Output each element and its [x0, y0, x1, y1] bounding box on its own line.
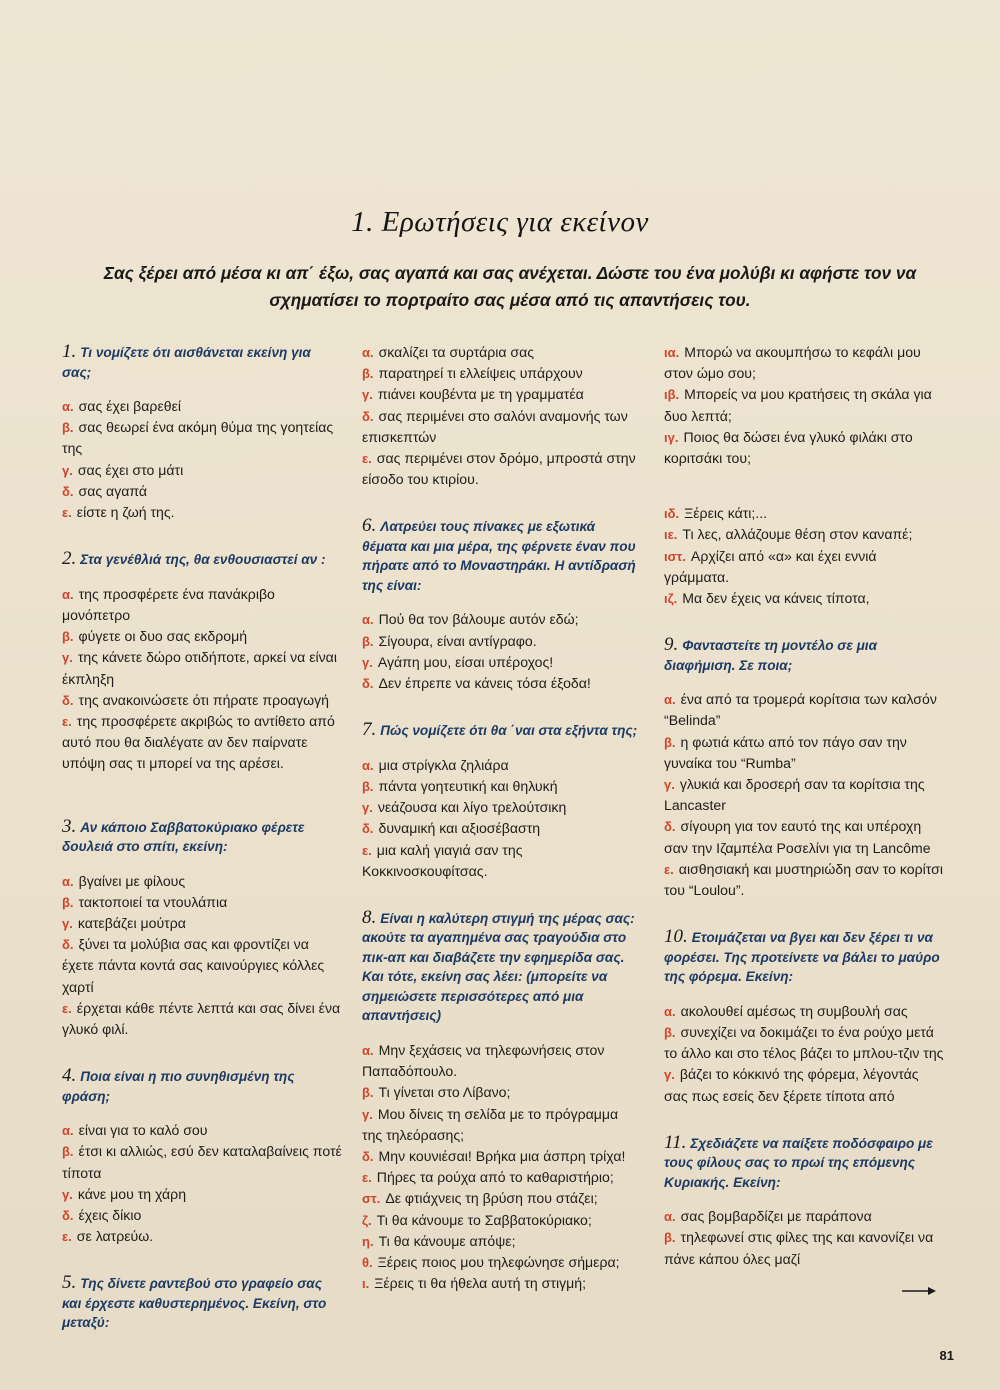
question-prompt: Ετοιμάζεται να βγει και δεν ξέρει τι να φορέσει. Της προτείνετε να βάλει το μαύρο της φόρεμα. Εκείνη:: [664, 930, 940, 985]
question-prompt: Στα γενέθλιά της, θα ενθουσιαστεί αν :: [80, 552, 326, 568]
answer-option: [62, 690, 342, 711]
page-number: 81: [939, 1348, 954, 1363]
option-text: Ξέρεις ποιος μου τηλεφώνησε σήμερα;: [377, 1253, 620, 1270]
option-text: Ποιος θα δώσει ένα γλυκό φιλάκι στο κοριτσάκι του;: [664, 428, 913, 467]
answer-option: [362, 1252, 642, 1273]
question-prompt: Λατρεύει τους πίνακες με εξωτικά θέματα και μια μέρα, της φέρνετε έναν που πήρατε από το Μοναστηράκι. Η αντίδρασή της είναι:: [362, 519, 636, 593]
question-3: [62, 817, 342, 1041]
option-letter: α.: [62, 399, 74, 414]
option-letter: β.: [362, 633, 374, 649]
question-8-options-more: [664, 503, 944, 609]
answer-option: [62, 396, 342, 417]
answer-option: [362, 1104, 642, 1146]
option-letter: ε.: [362, 451, 372, 467]
answer-option: [62, 871, 342, 892]
answer-option: [362, 673, 642, 694]
option-text: Πήρες τα ρούχα από το καθαριστήριο;: [376, 1169, 614, 1186]
question-prompt: Πώς νομίζετε ότι θα ΄ναι στα εξήντα της;: [380, 723, 638, 739]
option-text: παρατηρεί τι ελλείψεις υπάρχουν: [378, 365, 583, 382]
option-letter: ιε.: [664, 527, 678, 543]
question-10: [664, 927, 944, 1107]
option-letter: δ.: [362, 821, 374, 837]
answer-option: [362, 755, 642, 776]
option-letter: ε.: [664, 861, 674, 877]
option-letter: γ.: [62, 1186, 73, 1202]
option-letter: γ.: [62, 650, 73, 666]
answer-option: [664, 503, 944, 524]
column-3: [664, 342, 944, 1270]
option-letter: α.: [664, 1003, 676, 1019]
option-text: είστε η ζωή της.: [76, 504, 175, 521]
answer-option: [664, 1022, 944, 1064]
option-text: Αγάπη μου, είσαι υπέροχος!: [377, 653, 554, 670]
question-text: [664, 1133, 944, 1193]
answer-option: [664, 524, 944, 545]
question-4: [62, 1066, 342, 1247]
answer-option: [62, 417, 342, 459]
option-text: μια καλή γιαγιά σαν της Κοκκινοσκουφίτσας.: [362, 841, 523, 879]
option-text: Δεν έπρεπε να κάνεις τόσα έξοδα!: [378, 675, 591, 692]
option-letter: γ.: [362, 387, 373, 403]
answer-option: [362, 1273, 642, 1294]
option-text: Δε φτιάχνεις τη βρύση που στάζει;: [385, 1190, 598, 1207]
option-letter: ιδ.: [664, 506, 680, 522]
option-text: σας βομβαρδίζει με παράπονα: [680, 1208, 872, 1225]
option-text: έτσι κι αλλιώς, εσύ δεν καταλαβαίνεις ποτέ τίποτα: [62, 1143, 342, 1181]
option-letter: β.: [362, 778, 374, 794]
option-text: σκαλίζει τα συρτάρια σας: [378, 344, 535, 360]
option-letter: η.: [362, 1233, 374, 1249]
answer-option: [664, 732, 944, 774]
question-number: 11.: [664, 1131, 687, 1153]
option-letter: ε.: [62, 505, 72, 521]
option-letter: δ.: [62, 937, 74, 953]
option-text: πιάνει κουβέντα με τη γραμματέα: [377, 386, 584, 403]
option-letter: ε.: [62, 1229, 72, 1245]
answer-option: [362, 797, 642, 818]
option-letter: α.: [362, 1042, 374, 1058]
question-11: [664, 1133, 944, 1270]
option-text: σε λατρεύω.: [76, 1228, 154, 1245]
answer-option: [664, 384, 944, 426]
question-text: [362, 516, 642, 595]
answer-option: [62, 892, 342, 913]
answer-option: [664, 1206, 944, 1227]
option-letter: β.: [362, 1085, 374, 1101]
option-text: κάνε μου τη χάρη: [77, 1185, 187, 1202]
option-letter: β.: [62, 420, 74, 436]
question-9: [664, 635, 944, 901]
answer-option: [362, 406, 642, 448]
question-prompt: Φανταστείτε τη μοντέλο σε μια διαφήμιση. Σε ποια;: [664, 638, 878, 673]
option-letter: α.: [362, 612, 374, 628]
option-letter: β.: [664, 1024, 676, 1040]
answer-option: [62, 647, 342, 689]
option-text: ένα από τα τρομερά κορίτσια των καλσόν “Belinda”: [664, 691, 937, 729]
answer-option: [362, 342, 642, 363]
answer-option: [62, 934, 342, 998]
option-text: σας έχει στο μάτι: [77, 461, 184, 478]
answer-option: [664, 546, 944, 588]
option-letter: ιστ.: [664, 548, 686, 564]
question-8-options-continued: [664, 342, 944, 469]
option-letter: δ.: [664, 819, 676, 835]
option-text: σας περιμένει στο σαλόνι αναμονής των επισκεπτών: [362, 407, 628, 445]
question-text: [62, 1273, 342, 1333]
option-text: Αρχίζει από «α» και έχει εννιά γράμματα.: [664, 547, 877, 585]
option-letter: ζ.: [362, 1212, 372, 1228]
question-prompt: Τι νομίζετε ότι αισθάνεται εκείνη για σας;: [62, 345, 311, 380]
answer-option: [62, 1184, 342, 1205]
option-text: Μην κουνιέσαι! Βρήκα μια άσπρη τρίχα!: [378, 1147, 626, 1164]
option-text: γλυκιά και δροσερή σαν τα κορίτσια της Lancaster: [664, 776, 925, 814]
question-number: 3.: [62, 815, 77, 837]
option-text: τηλεφωνεί στις φίλες της και κανονίζει να πάνε κάπου όλες μαζί: [664, 1229, 934, 1267]
question-number: 8.: [362, 906, 377, 928]
answer-option: [664, 774, 944, 816]
answer-option: [664, 342, 944, 384]
answer-option: [362, 609, 642, 630]
answer-option: [362, 776, 642, 797]
option-letter: ια.: [664, 345, 680, 360]
option-text: σας θεωρεί ένα ακόμη θύμα της γοητείας της: [62, 419, 334, 457]
question-number: 6.: [362, 515, 377, 537]
option-text: Μου δίνεις τη σελίδα με το πρόγραμμα της τηλεόρασης;: [362, 1105, 619, 1143]
page-title: 1. Ερωτήσεις για εκείνον: [351, 206, 649, 238]
answer-option: [664, 1001, 944, 1022]
option-letter: δ.: [362, 676, 374, 692]
question-7: [362, 720, 642, 882]
option-text: νεάζουσα και λίγο τρελούτσικη: [377, 799, 567, 816]
question-prompt: Αν κάποιο Σαββατοκύριακο φέρετε δουλειά στο σπίτι, εκείνη:: [62, 819, 305, 855]
answer-option: [362, 1146, 642, 1167]
answer-option: [62, 1141, 342, 1183]
option-letter: β.: [62, 629, 74, 645]
option-text: Τι θα κάνουμε απόψε;: [378, 1232, 516, 1249]
option-text: Μπορώ να ακουμπήσω το κεφάλι μου στον ώμο σου;: [664, 344, 921, 382]
option-letter: δ.: [362, 1148, 374, 1164]
option-text: κατεβάζει μούτρα: [77, 914, 186, 931]
option-letter: ιζ.: [664, 591, 678, 607]
option-letter: θ.: [362, 1254, 373, 1270]
option-text: είναι για το καλό σου: [78, 1122, 208, 1139]
option-text: της προσφέρετε ακριβώς το αντίθετο από αυτό που θα διαλέγατε αν δεν παίρνατε υπόψη σας τι μπορεί να της αρέσει.: [62, 712, 335, 772]
question-number: 1.: [62, 341, 77, 362]
option-letter: ε.: [62, 1000, 72, 1016]
option-letter: α.: [62, 1123, 74, 1139]
answer-option: [62, 1205, 342, 1226]
option-letter: γ.: [62, 915, 73, 931]
answer-option: [362, 384, 642, 405]
option-text: βάζει το κόκκινό της φόρεμα, λέγοντάς σας πως εσείς δεν ξέρετε τίποτα από: [664, 1066, 919, 1104]
option-letter: γ.: [664, 1067, 675, 1083]
option-text: η φωτιά κάτω από τον πάγο σαν την γυναίκα του “Rumba”: [664, 733, 907, 771]
answer-option: [664, 588, 944, 609]
option-text: μια στρίγκλα ζηλιάρα: [378, 756, 509, 773]
option-text: Πού θα τον βάλουμε αυτόν εδώ;: [378, 611, 579, 628]
option-letter: α.: [362, 345, 374, 360]
question-6: [362, 516, 642, 694]
option-text: πάντα γοητευτική και θηλυκή: [378, 777, 558, 794]
option-text: Μπορείς να μου κρατήσεις τη σκάλα για δυο λεπτά;: [664, 386, 932, 424]
option-text: ακολουθεί αμέσως τη συμβουλή σας: [680, 1002, 908, 1019]
arrow-right-icon: [902, 1286, 936, 1296]
answer-option: [362, 1231, 642, 1252]
answer-option: [362, 1210, 642, 1231]
answer-option: [664, 427, 944, 469]
option-text: βγαίνει με φίλους: [78, 872, 186, 889]
answer-option: [62, 502, 342, 523]
answer-option: [62, 460, 342, 481]
question-number: 5.: [62, 1272, 77, 1294]
column-2: [362, 342, 642, 1294]
question-prompt: Ποια είναι η πιο συνηθισμένη της φράση;: [62, 1069, 295, 1104]
option-letter: ιβ.: [664, 387, 680, 403]
option-letter: δ.: [62, 692, 74, 708]
option-letter: ιγ.: [664, 429, 679, 445]
option-letter: α.: [664, 1209, 676, 1225]
option-letter: ε.: [362, 842, 372, 858]
question-number: 4.: [62, 1065, 77, 1087]
option-letter: δ.: [62, 1207, 74, 1223]
question-text: [62, 817, 342, 857]
answer-option: [664, 689, 944, 731]
question-8: [362, 908, 642, 1294]
question-prompt: Είναι η καλύτερη στιγμή της μέρας σας: ακούτε τα αγαπημένα σας τραγούδια στο πικ-απ και διαβάζετε την εφημερίδα σας. Και τότε, εκείνη σας λέει: (μπορείτε να σημειώσετε περισσότερες από μια απαντήσεις): [362, 910, 635, 1024]
answer-option: [62, 913, 342, 934]
answer-option: [664, 1227, 944, 1269]
question-text: [62, 1066, 342, 1106]
answer-option: [362, 1082, 642, 1103]
option-letter: α.: [664, 692, 676, 708]
option-letter: β.: [62, 894, 74, 910]
question-number: 10.: [664, 926, 688, 948]
option-text: Μα δεν έχεις να κάνεις τίποτα,: [682, 590, 870, 607]
option-letter: δ.: [362, 408, 374, 424]
option-letter: β.: [62, 1144, 74, 1160]
option-letter: δ.: [62, 483, 74, 499]
answer-option: [62, 626, 342, 647]
answer-option: [62, 711, 342, 775]
option-letter: β.: [664, 1230, 676, 1246]
question-text: [664, 635, 944, 675]
answer-option: [362, 631, 642, 652]
question-number: 2.: [62, 548, 77, 570]
option-text: σας έχει βαρεθεί: [78, 398, 181, 414]
question-text: [362, 908, 642, 1026]
question-1: [62, 342, 342, 523]
question-2: [62, 549, 342, 774]
option-letter: γ.: [362, 1106, 373, 1122]
option-text: Μην ξεχάσεις να τηλεφωνήσεις στον Παπαδόπουλο.: [362, 1041, 605, 1080]
option-text: συνεχίζει να δοκιμάζει το ένα ρούχο μετά το άλλο και στο τέλος βάζει το μπλου-τζιν της: [664, 1023, 944, 1062]
question-text: [62, 342, 342, 382]
option-text: σας αγαπά: [78, 482, 148, 499]
option-text: Ξέρεις τι θα ήθελα αυτή τη στιγμή;: [374, 1275, 587, 1292]
option-letter: ε.: [362, 1170, 372, 1186]
answer-option: [62, 1226, 342, 1247]
option-text: Τι λες, αλλάζουμε θέση στον καναπέ;: [682, 526, 913, 543]
question-text: [62, 549, 342, 570]
option-text: έχεις δίκιο: [78, 1206, 142, 1223]
question-5: [62, 1273, 342, 1333]
answer-option: [362, 818, 642, 839]
question-number: 9.: [664, 634, 679, 656]
option-text: Σίγουρα, είναι αντίγραφο.: [378, 632, 537, 649]
column-1: [62, 342, 342, 1347]
question-text: [664, 927, 944, 987]
option-letter: στ.: [362, 1191, 381, 1207]
option-letter: ι.: [362, 1276, 370, 1292]
option-text: Τι θα κάνουμε το Σαββατοκύριακο;: [376, 1211, 592, 1228]
answer-option: [362, 652, 642, 673]
answer-option: [362, 1167, 642, 1188]
option-text: τακτοποιεί τα ντουλάπια: [78, 893, 228, 910]
option-text: Ξέρεις κάτι;...: [684, 505, 768, 522]
option-letter: β.: [664, 734, 676, 750]
option-letter: ε.: [62, 713, 72, 729]
option-letter: γ.: [62, 462, 73, 478]
option-letter: γ.: [664, 777, 675, 793]
answer-option: [664, 1064, 944, 1106]
answer-option: [362, 1040, 642, 1082]
question-number: 7.: [362, 719, 377, 741]
option-text: της ανακοινώσετε ότι πήρατε προαγωγή: [78, 691, 330, 708]
option-text: σίγουρη για τον εαυτό της και υπέροχη σαν την Ιζαμπέλα Ροσελίνι για τη Lancôme: [664, 818, 931, 856]
option-letter: β.: [362, 366, 374, 382]
intro-text: Σας ξέρει από μέσα κι απ΄ έξω, σας αγαπά και σας ανέχεται. Δώστε του ένα μολύβι κι αφήστε τον να σχηματίσει το πορτραίτο σας μέσα από τις απαντήσεις του.: [103, 263, 917, 310]
answer-option: [62, 584, 342, 626]
option-letter: α.: [362, 757, 374, 773]
question-prompt: Σχεδιάζετε να παίξετε ποδόσφαιρο με τους φίλους σας το πρωί της επόμενης Κυριακής. Εκείνη:: [664, 1135, 933, 1190]
option-text: φύγετε οι δυο σας εκδρομή: [78, 628, 248, 645]
option-text: σας περιμένει στον δρόμο, μπροστά στην είσοδο του κτιρίου.: [362, 450, 636, 488]
option-text: της κάνετε δώρο οτιδήποτε, αρκεί να είναι έκπληξη: [62, 649, 337, 687]
question-text: [362, 720, 642, 741]
answer-option: [362, 363, 642, 384]
answer-option: [362, 840, 642, 882]
answer-option: [362, 448, 642, 490]
option-text: της προσφέρετε ένα πανάκριβο μονόπετρο: [62, 585, 275, 623]
option-letter: α.: [62, 873, 74, 889]
answer-option: [664, 859, 944, 901]
option-text: Τι γίνεται στο Λίβανο;: [378, 1084, 511, 1101]
answer-option: [62, 481, 342, 502]
option-text: αισθησιακή και μυστηριώδη σαν το κορίτσι του “Loulou”.: [664, 860, 943, 899]
option-text: δυναμική και αξιοσέβαστη: [378, 820, 541, 837]
option-letter: γ.: [362, 654, 373, 670]
option-letter: α.: [62, 586, 74, 602]
answer-option: [62, 998, 342, 1040]
question-prompt: Της δίνετε ραντεβού στο γραφείο σας και έρχεστε καθυστερημένος. Εκείνη, στο μεταξύ:: [62, 1276, 327, 1331]
answer-option: [362, 1188, 642, 1209]
option-letter: γ.: [362, 800, 373, 816]
answer-option: [664, 816, 944, 858]
answer-option: [62, 1120, 342, 1141]
option-text: έρχεται κάθε πέντε λεπτά και σας δίνει ένα γλυκό φιλί.: [62, 999, 341, 1037]
question-5-options: [362, 342, 642, 490]
option-text: ξύνει τα μολύβια σας και φροντίζει να έχετε πάντα κοντά σας καινούργιες κόλλες χαρτί: [62, 936, 325, 995]
